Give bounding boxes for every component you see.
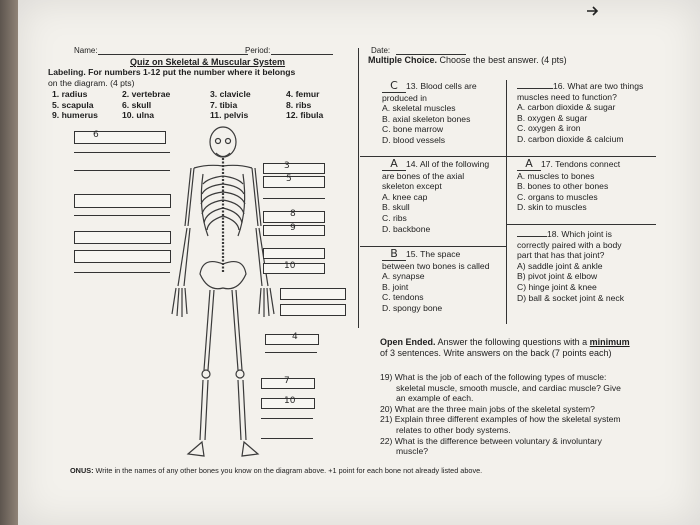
q18-option: A) saddle joint & ankle <box>517 260 603 271</box>
q16-option: A. carbon dioxide & sugar <box>517 102 616 113</box>
answer-14[interactable]: A <box>382 159 406 171</box>
open-ended-heading: Open Ended. <box>380 337 436 347</box>
open-ended-questions <box>380 372 621 457</box>
q19-line: an example of each. <box>396 393 474 404</box>
q18-text: part that has that joint? <box>517 250 605 261</box>
q13-option: A. skeletal muscles <box>382 103 456 114</box>
label-line[interactable] <box>261 418 313 419</box>
q15-text: between two bones is called <box>382 260 490 271</box>
name-line[interactable] <box>98 54 248 55</box>
q16-option: D. carbon dioxide & calcium <box>517 133 624 144</box>
q16-option: C. oxygen & iron <box>517 123 581 134</box>
q15-option: D. spongy bone <box>382 302 443 313</box>
word-clavicle: clavicle <box>219 89 251 99</box>
q13-option: C. bone marrow <box>382 124 444 135</box>
label-box[interactable] <box>74 250 171 263</box>
q22-line: muscle? <box>396 446 428 457</box>
q16-option: B. oxygen & sugar <box>517 112 588 123</box>
label-line[interactable] <box>74 272 170 273</box>
label-box-ulna[interactable] <box>263 263 325 274</box>
q18-text: correctly paired with a body <box>517 239 622 250</box>
clavicle-answer: 3 <box>284 161 290 171</box>
q15-option: C. tendons <box>382 292 424 303</box>
pen-mark-icon <box>586 6 600 16</box>
q18-option: C) hinge joint & knee <box>517 281 597 292</box>
label-box[interactable] <box>74 194 171 208</box>
period-label: Period: <box>245 46 271 55</box>
label-box[interactable] <box>263 248 325 259</box>
word-fibula: fibula <box>300 110 324 120</box>
q14-option: D. backbone <box>382 223 431 234</box>
word-tibia: tibia <box>219 99 238 110</box>
minimum-word: minimum <box>589 337 630 347</box>
period-line[interactable] <box>271 54 333 55</box>
femur-answer: 7 <box>284 376 290 386</box>
word-pelvis: pelvis <box>223 110 249 120</box>
mc-heading: Multiple Choice. <box>368 55 438 65</box>
open-ended-instructions-2: of 3 sentences. Write answers on the back (7 points each) <box>380 347 612 358</box>
label-line[interactable] <box>263 198 325 199</box>
word-num: 3. <box>210 89 218 99</box>
question-14 <box>382 159 489 234</box>
q14-option: C. ribs <box>382 212 407 223</box>
question-20: 20) What are the three main jobs of the skeletal system? <box>380 403 595 414</box>
answer-15[interactable]: B <box>382 249 406 261</box>
q14-option: B. skull <box>382 202 410 213</box>
q17-text: 17. Tendons connect <box>541 159 621 169</box>
question-13 <box>382 81 477 146</box>
open-ended-instructions: Answer the following questions with a <box>437 337 588 347</box>
label-line[interactable] <box>74 170 170 171</box>
open-ended-intro <box>380 337 630 358</box>
label-box-pelvis[interactable] <box>265 334 319 345</box>
bonus-line <box>70 466 482 475</box>
q16-text: muscles need to function? <box>517 91 617 102</box>
q15-option: B. joint <box>382 281 409 292</box>
q21-line: 21) Explain three different examples of how the skeletal system <box>380 414 621 425</box>
word-num: 12. <box>286 110 298 120</box>
label-line[interactable] <box>261 438 313 439</box>
word-num: 11. <box>210 110 222 120</box>
labeling-instructions-2: on the diagram. (4 pts) <box>48 78 135 88</box>
mc-grid-line <box>360 246 506 247</box>
labeling-instructions: Labeling. For numbers 1-12 put the number where it belongs <box>48 67 296 77</box>
question-16 <box>517 81 643 145</box>
q17-option: A. muscles to bones <box>517 170 595 181</box>
word-num: 6. <box>122 99 130 110</box>
question-22 <box>380 436 621 457</box>
word-ribs: ribs <box>295 99 312 110</box>
q17-option: C. organs to muscles <box>517 191 598 202</box>
word-num: 10. <box>122 110 134 120</box>
word-vertebrae: vertebrae <box>131 89 171 99</box>
label-box-clavicle[interactable] <box>263 163 325 174</box>
q18-option: D) ball & socket joint & neck <box>517 292 624 303</box>
label-box[interactable] <box>280 304 346 316</box>
mc-header <box>368 55 567 65</box>
word-num: 8. <box>286 99 294 110</box>
label-box-tibia[interactable] <box>261 398 315 409</box>
word-num: 4. <box>286 89 294 99</box>
label-box[interactable] <box>74 231 171 244</box>
question-15 <box>382 249 490 314</box>
word-num: 7. <box>210 99 218 110</box>
label-box-skull[interactable] <box>74 131 166 144</box>
bonus-text: Write in the names of any other bones you know on the diagram above. +1 point for each bone not already listed above. <box>95 466 483 475</box>
mc-grid-line <box>360 156 656 157</box>
answer-16[interactable] <box>517 88 553 89</box>
skeleton-diagram <box>158 124 288 464</box>
ulna-answer: 10 <box>284 261 296 271</box>
answer-13[interactable]: C <box>382 81 406 93</box>
name-label: Name: <box>74 46 98 55</box>
date-label: Date: <box>371 46 391 55</box>
bonus-label: ONUS: <box>70 466 94 475</box>
question-18 <box>517 229 624 303</box>
q16-text: 16. What are two things <box>553 81 644 91</box>
label-box-humerus[interactable] <box>263 225 325 236</box>
label-line[interactable] <box>74 215 170 216</box>
word-skull: skull <box>131 99 152 110</box>
question-21 <box>380 414 621 435</box>
worksheet-paper <box>18 0 700 525</box>
section-divider <box>358 48 359 328</box>
ribs-answer: 8 <box>290 209 296 219</box>
word-humerus: humerus <box>61 110 98 120</box>
q18-option: B) pivot joint & elbow <box>517 271 598 282</box>
question-17 <box>517 159 620 213</box>
word-scapula: scapula <box>61 99 94 110</box>
word-num: 9. <box>52 110 60 120</box>
question-19 <box>380 372 621 404</box>
q17-option: D. skin to muscles <box>517 202 587 213</box>
label-box-femur[interactable] <box>261 378 315 389</box>
scapula-answer: 5 <box>286 174 292 184</box>
q15-option: A. synapse <box>382 271 425 282</box>
skull-answer: 6 <box>93 130 99 140</box>
q14-text: skeleton except <box>382 181 442 192</box>
q13-option: B. axial skeleton bones <box>382 113 471 124</box>
mc-grid-line <box>506 224 656 225</box>
q15-text: 15. The space <box>406 249 461 259</box>
word-num: 5. <box>52 99 60 110</box>
q14-text: are bones of the axial <box>382 170 465 181</box>
word-femur: femur <box>295 89 320 99</box>
quiz-title: Quiz on Skeletal & Muscular System <box>130 57 286 67</box>
q19-line: 19) What is the job of each of the following types of muscle: <box>380 372 607 382</box>
label-line[interactable] <box>265 352 317 353</box>
q17-option: B. bones to other bones <box>517 181 609 192</box>
q14-option: A. knee cap <box>382 191 428 202</box>
q13-option: D. blood vessels <box>382 134 446 145</box>
q18-text: 18. Which joint is <box>547 229 612 239</box>
answer-18[interactable] <box>517 236 547 237</box>
q21-line: relates to other body systems. <box>396 424 511 435</box>
answer-17[interactable]: A <box>517 159 541 171</box>
label-line[interactable] <box>74 152 170 153</box>
q14-text: 14. All of the following <box>406 159 490 169</box>
tibia-answer: 10 <box>284 396 296 406</box>
mc-instructions: Choose the best answer. (4 pts) <box>439 55 567 65</box>
mc-grid-line <box>506 80 507 324</box>
label-box-ribs[interactable] <box>263 211 325 223</box>
humerus-answer: 9 <box>290 223 296 233</box>
q13-text: 13. Blood cells are <box>406 81 477 91</box>
word-num: 1. <box>52 89 60 99</box>
pelvis-answer: 4 <box>292 332 298 342</box>
word-radius: radius <box>61 89 88 99</box>
q13-text: produced in <box>382 92 427 103</box>
label-box[interactable] <box>280 288 346 300</box>
q22-line: 22) What is the difference between voluntary & involuntary <box>380 435 602 446</box>
word-num: 2. <box>122 89 130 99</box>
q19-line: skeletal muscle, smooth muscle, and cardiac muscle? Give <box>396 382 621 393</box>
word-ulna: ulna <box>136 110 155 120</box>
label-box-scapula[interactable] <box>263 176 325 188</box>
